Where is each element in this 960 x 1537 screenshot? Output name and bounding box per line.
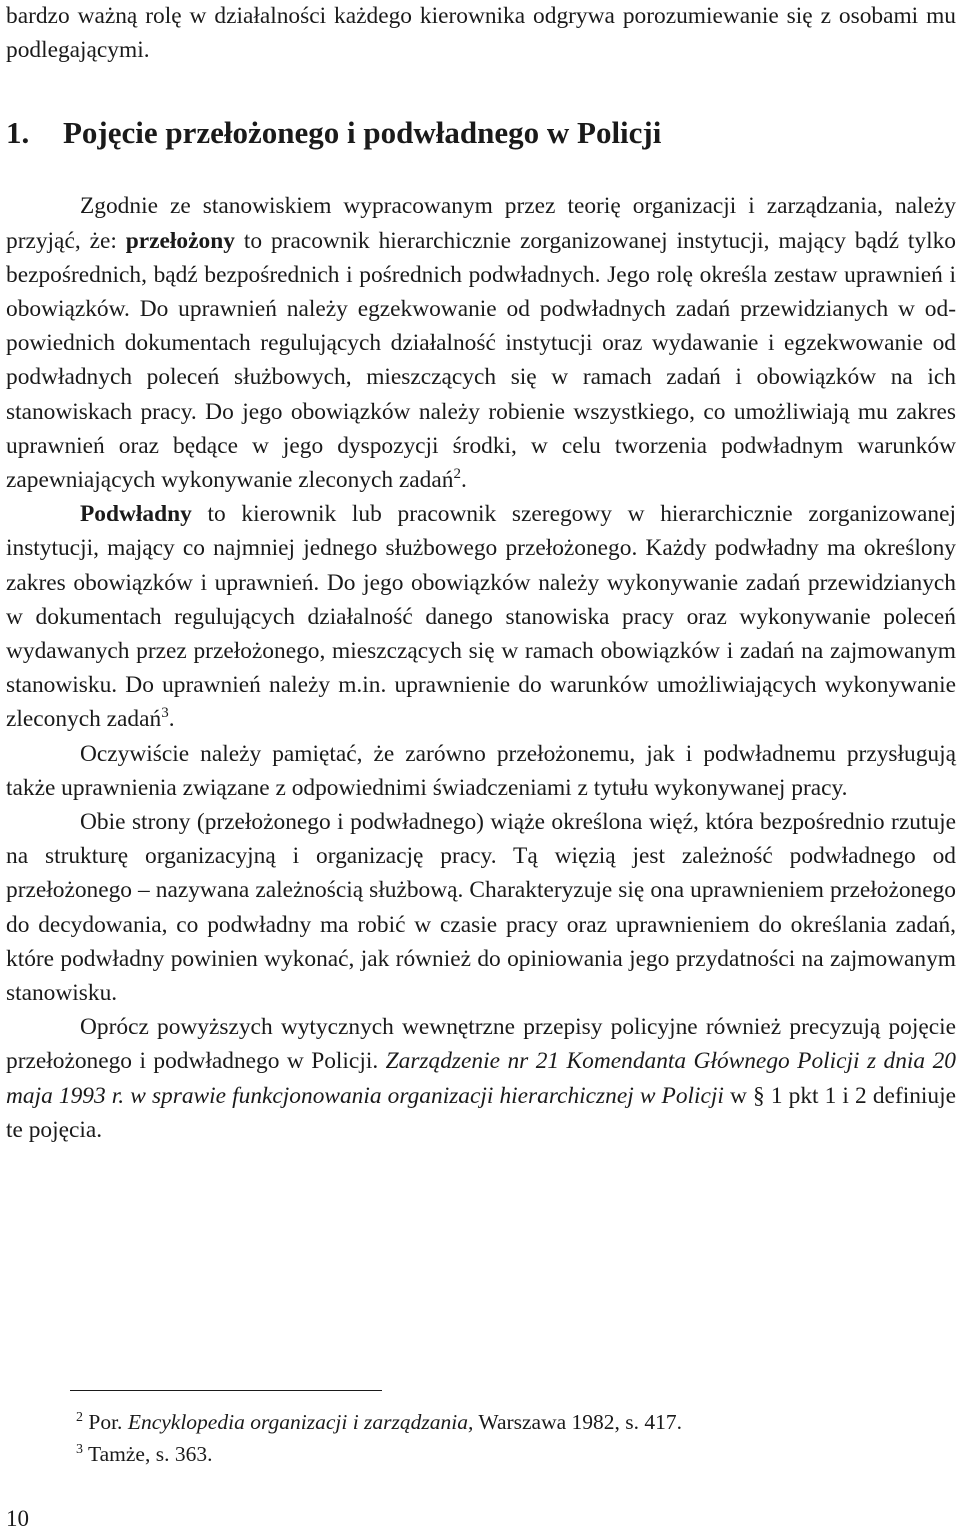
text-run: . (460, 467, 467, 494)
footnote-ref: 3 (161, 705, 169, 722)
text-run: w § 1 pkt 1 i 2 definiuje te pojęcia. (6, 1082, 956, 1143)
footnote-ref: 2 (453, 466, 461, 483)
footnote-separator (70, 1390, 382, 1391)
text-run: Por. (83, 1410, 128, 1434)
regulation-title: Zarządzenie nr 21 Komendanta Głównego Policji z dnia 20 maja 1993 r. w sprawie funkcjonowania organizacji hierarchicznej w Policji (6, 1048, 956, 1109)
document-page (6, 0, 956, 1147)
text-run: . (168, 706, 175, 733)
cited-work: Encyklopedia organizacji i zarządzania, (127, 1410, 474, 1434)
paragraph-relationship: Obie strony (przełożonego i podwładnego) wiąże określona więź, która bezpośrednio rzutuje na strukturę organizacyjną i organizację pracy. Tą więzią jest zależność podwładnego od przełożonego – nazywana zależnością służbową. Charakteryzuje się ona uprawnieniem przełożonego do decydowania, co podwładny ma robić w czasie pracy oraz uprawnieniem do określania zadań, które podwładny powinien wykonać, jak również do opiniowania jego przydatności na zajmowanym stanowisku. (6, 809, 956, 1007)
text-run: to pracownik hierarchicznie zorganizowanej instytucji, mający bądź tylko bezpośrednich, bądź bezpośrednich i pośrednich podwładnych. Jego rolę określa zestaw uprawnień i obowiązków. Do uprawnień należy egzekwowanie od podwładnych zadań przewidzianych w odpowiednich dokumentach regulujących działalność instytucji oraz wydawanie i egzekwowanie od podwładnych poleceń służbowych, mieszczących się w ramach zadań i obowiązków na ich stanowiskach pracy. Do jego obowiązków należy robienie wszystkiego, co umożliwiają mu zakres uprawnień oraz będące w jego dyspozycji środki, w celu tworzenia podwładnym warunków zapewniających wykonywanie zleconych zadań (6, 227, 956, 494)
footnote-number: 3 (76, 1441, 83, 1457)
term-subordinate: Podwładny (80, 501, 192, 528)
paragraph-regulations (6, 1010, 956, 1147)
term-superior: przełożony (125, 227, 235, 254)
section-title: Pojęcie przełożonego i podwładnego w Policji (63, 115, 662, 151)
section-number: 1. (6, 115, 30, 151)
paragraph-subordinate-definition (6, 497, 956, 736)
paragraph-superior-definition (6, 189, 956, 497)
page-number: 10 (6, 1506, 29, 1531)
section-heading (6, 113, 956, 153)
footnote-3 (76, 1438, 682, 1470)
text-run: Tamże, s. 363. (83, 1442, 213, 1466)
footnote-number: 2 (76, 1409, 83, 1425)
paragraph-rights: Oczywiście należy pamiętać, że zarówno przełożonemu, jak i podwładnemu przysługują także uprawnienia związane z odpowiednimi świadczeniami z tytułu wykonywanej pracy. (6, 740, 956, 801)
text-run: Warszawa 1982, s. 417. (473, 1410, 683, 1434)
intro-paragraph: bardzo ważną rolę w działalności każdego kierownika odgrywa porozumiewanie się z osobami mu podlegającymi. (6, 3, 956, 64)
text-run: to kierownik lub pracownik szeregowy w hierarchicznie zorganizowanej instytucji, mający co najmniej jednego służbowego przełożonego. Każdy podwładny ma określony zakres obowiązków i uprawnień. Do jego obowiązków należy wykonywanie zadań przewidzianych w dokumentach regulujących działalność danego stanowiska pracy oraz wykonywanie poleceń wydawanych przez przełożonego, mieszczących się w ramach obowiązków i zadań na zajmowanym stanowisku. Do uprawnień należy m.in. uprawnienie do warunków umożliwiających wykonywanie zleconych zadań (6, 501, 956, 733)
footnotes (76, 1406, 682, 1470)
footnote-2 (76, 1406, 682, 1438)
text-run: Zgodnie ze stanowiskiem wypracowanym przez teorię organizacji i zarządzania, należy przyjąć, że: (6, 193, 956, 254)
text-run: Oprócz powyższych wytycznych wewnętrzne przepisy policyjne również precyzują pojęcie przełożonego i podwładnego w Policji. (6, 1014, 956, 1075)
